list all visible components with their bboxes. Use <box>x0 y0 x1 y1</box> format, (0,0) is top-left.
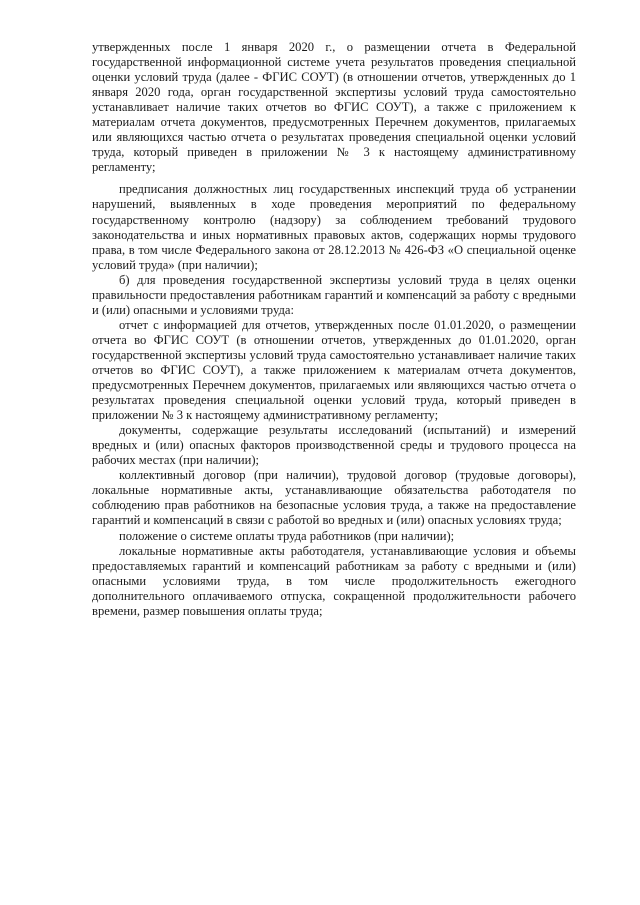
paragraph-item-b: б) для проведения государственной экспертизы условий труда в целях оценки правильности предоставления работникам гарантий и компенсаций за работу с вредными и (или) опасными и условиями труда: <box>92 272 576 317</box>
paragraph-local-acts: локальные нормативные акты работодателя, устанавливающие условия и объемы предоставляемых гарантий и компенсаций работникам за работу с вредными и (или) опасными условиями труда, в том числе продолжительность ежегодного дополнительного оплачиваемого отпуска, сокращенной продолжительности рабочего времени, размер повышения оплаты труда; <box>92 543 576 618</box>
paragraph-inspection-orders: предписания должностных лиц государственных инспекций труда об устранении нарушений, выявленных в ходе проведения мероприятий по федеральному государственному контролю (надзору) за соблюдением требований трудового законодательства и иных нормативных правовых актов, содержащих нормы трудового права, в том числе Федерального закона от 28.12.2013 № 426-ФЗ «О специальной оценке условий труда» (при наличии); <box>92 182 576 272</box>
document-body <box>92 40 576 619</box>
paragraph-report-placement-continued: утвержденных после 1 января 2020 г., о размещении отчета в Федеральной государственной информационной системе учета результатов проведения специальной оценки условий труда (далее - ФГИС СОУТ) (в отношении отчетов, утвержденных до 1 января 2020 года, орган государственной экспертизы условий труда самостоятельно устанавливает наличие таких отчетов во ФГИС СОУТ), а также с приложением к материалам отчета документов, предусмотренных Перечнем документов, прилагаемых или являющихся частью отчета о результатах проведения специальной оценки условий труда, который приведен в приложении № 3 к настоящему административному регламенту; <box>92 40 576 175</box>
paragraph-pay-system: положение о системе оплаты труда работников (при наличии); <box>119 528 455 543</box>
paragraph-report-info: отчет с информацией для отчетов, утвержденных после 01.01.2020, о размещении отчета во ФГИС СОУТ (в отношении отчетов, утвержденных до 01.01.2020, орган государственной экспертизы условий труда самостоятельно устанавливает наличие таких отчетов во ФГИС СОУТ), а также приложением к материалам отчета документов, предусмотренных Перечнем документов, прилагаемых или являющихся частью отчета о результатах проведения специальной оценки условий труда, который приведен в приложении № 3 к настоящему административному регламенту; <box>92 317 576 423</box>
paragraph-measurement-documents: документы, содержащие результаты исследований (испытаний) и измерений вредных и (или) опасных факторов производственной среды и трудового процесса на рабочих местах (при наличии); <box>92 423 576 468</box>
paragraph-collective-agreement: коллективный договор (при наличии), трудовой договор (трудовые договоры), локальные нормативные акты, устанавливающие обязательства работодателя по соблюдению прав работников на безопасные условия труда, а также на предоставление гарантий и компенсаций в связи с работой во вредных и (или) опасных условиях труда; <box>92 468 576 528</box>
